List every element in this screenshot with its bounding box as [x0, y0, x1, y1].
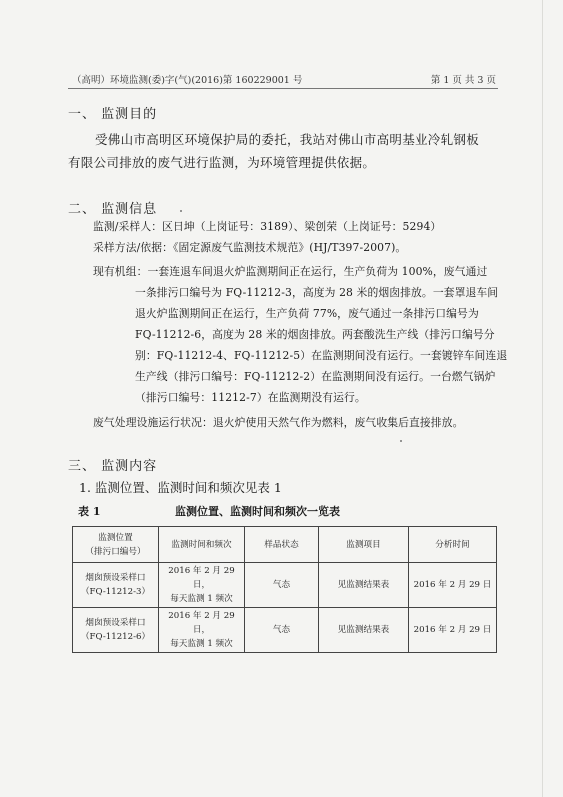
units-line7: （排污口编号：11212-7）在监测期没有运行。	[135, 391, 366, 404]
cell-location	[73, 608, 159, 653]
header-location	[73, 527, 159, 563]
header-items: 监测项目	[319, 527, 409, 563]
units-line4: FQ-11212-6，高度为 28 米的烟囱排放。两套酸洗生产线（排污口编号分	[135, 328, 495, 341]
cell-analysis: 2016 年 2 月 29 日	[409, 563, 497, 608]
page-fold-shadow	[542, 0, 543, 797]
page-header	[72, 72, 496, 86]
scan-speck	[180, 210, 182, 212]
cell-time-line1: 2016 年 2 月 29 日，	[168, 611, 235, 635]
cell-time	[159, 608, 245, 653]
cell-location-line1: 烟囱预设采样口	[85, 573, 146, 583]
table-header-row	[73, 527, 497, 563]
header-sample-state: 样品状态	[245, 527, 319, 563]
cell-time	[159, 563, 245, 608]
header-analysis-time: 分析时间	[409, 527, 497, 563]
units-line2: 一条排污口编号为 FQ-11212-3，高度为 28 米的烟囱排放。一套罩退车间	[135, 286, 499, 299]
header-location-line1: 监测位置	[98, 532, 133, 543]
cell-items: 见监测结果表	[319, 563, 409, 608]
cell-time-line2: 每天监测 1 频次	[170, 594, 233, 604]
header-time-freq: 监测时间和频次	[159, 527, 245, 563]
units-line1: 现有机组：一套连退车间退火炉监测期间正在运行，生产负荷为 100%，废气通过	[93, 265, 488, 278]
table-label: 表 1	[78, 505, 101, 518]
cell-state: 气态	[245, 563, 319, 608]
units-line6: 生产线（排污口编号：FQ-11212-2）在监测期间没有运行。一台燃气锅炉	[135, 370, 496, 383]
table-row	[73, 608, 497, 653]
section1-line2: 有限公司排放的废气进行监测，为环境管理提供依据。	[68, 155, 376, 170]
header-location-line2: （排污口编号）	[85, 546, 146, 557]
treatment-line: 废气处理设施运行状况：退火炉使用天然气作为燃料，废气收集后直接排放。	[93, 416, 464, 429]
cell-analysis: 2016 年 2 月 29 日	[409, 608, 497, 653]
units-line5: 别：FQ-11212-4、FQ-11212-5）在监测期间没有运行。一套镀锌车间连退	[135, 349, 508, 362]
section1-heading: 一、 监测目的	[68, 107, 158, 122]
cell-location-line2: （FQ-11212-3）	[80, 587, 151, 597]
header-rule	[68, 88, 498, 89]
doc-number: （高明）环境监测(委)字(气)(2016)第 160229001 号	[72, 75, 303, 86]
cell-location-line2: （FQ-11212-6）	[80, 632, 151, 642]
section3-heading: 三、 监测内容	[68, 459, 158, 474]
units-line3: 退火炉监测期间正在运行，生产负荷 77%，废气通过一条排污口编号为	[135, 307, 479, 320]
cell-location-line1: 烟囱预设采样口	[85, 618, 146, 628]
method-line: 采样方法/依据：《固定源废气监测技术规范》(HJ/T397-2007)。	[93, 241, 407, 254]
cell-items: 见监测结果表	[319, 608, 409, 653]
section3-sub1: 1. 监测位置、监测时间和频次见表 1	[79, 480, 282, 495]
cell-time-line2: 每天监测 1 频次	[170, 639, 233, 649]
page-info: 第 1 页 共 3 页	[430, 75, 496, 86]
scan-speck	[400, 440, 402, 442]
section1-line1: 受佛山市高明区环境保护局的委托，我站对佛山市高明基业冷轧钢板	[95, 132, 480, 147]
cell-location	[73, 563, 159, 608]
monitoring-table	[72, 526, 497, 653]
table-row	[73, 563, 497, 608]
cell-time-line1: 2016 年 2 月 29 日，	[168, 566, 235, 590]
cell-state: 气态	[245, 608, 319, 653]
sampler-line: 监测/采样人：区日坤（上岗证号：3189）、梁创荣（上岗证号：5294）	[93, 220, 442, 233]
section2-heading: 二、 监测信息	[68, 202, 158, 217]
table-title: 监测位置、监测时间和频次一览表	[175, 505, 340, 518]
